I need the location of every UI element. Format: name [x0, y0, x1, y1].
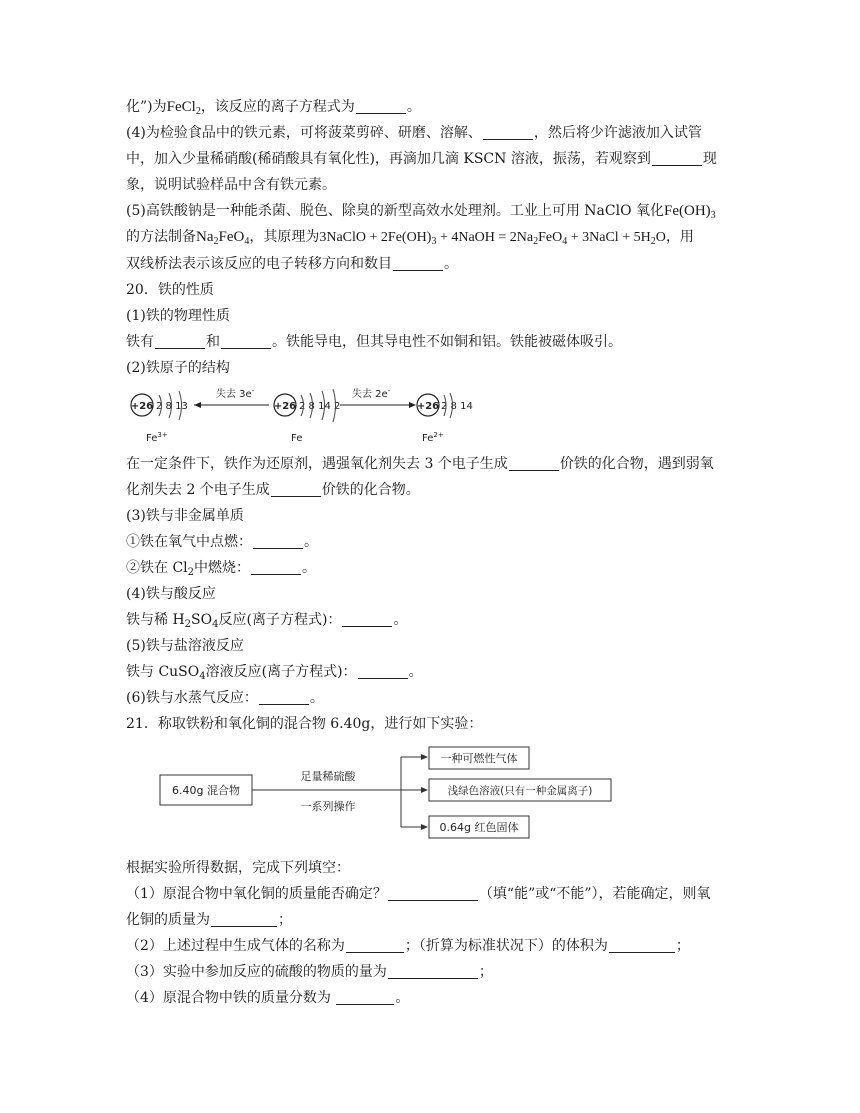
experiment-flowchart — [156, 747, 656, 851]
formula-feoh3: $Fe(OH)_3$ — [664, 203, 716, 221]
answer-blank[interactable] — [356, 99, 406, 114]
formula-fecl2: FeCl$_2$ — [166, 99, 201, 117]
answer-blank[interactable] — [483, 125, 533, 140]
q20-s1-title: (1)铁的物理性质 — [126, 308, 230, 324]
nucleus-charge: +26 — [130, 401, 154, 412]
answer-blank[interactable] — [346, 938, 404, 953]
q19-p4-line3: 象，说明试验样品中含有铁元素。 — [126, 177, 336, 193]
q21-p1-line1: （1）原混合物中氧化铜的质量能否确定？ （填“能”或“不能”），若能确定，则氧 — [126, 886, 711, 902]
q20-s3-2: ②铁在 $Cl_2$中燃烧： 。 — [126, 560, 317, 578]
start-label: 6.40g 混合物 — [172, 784, 240, 797]
answer-blank[interactable] — [342, 612, 392, 627]
answer-blank[interactable] — [221, 334, 271, 349]
q21-p1-line2: 化铜的质量为 ； — [126, 912, 292, 928]
q21-title: 21．称取铁粉和氧化铜的混合物 6.40g，进行如下实验： — [126, 716, 483, 732]
svg-text:浅绿色溶液(只有一种金属离子): 浅绿色溶液(只有一种金属离子) — [447, 785, 593, 797]
q19-p5-line2: 的方法制备$Na_2FeO_4$，其原理为3NaClO + $2Fe(OH)_3$ + 4NaOH = $2Na_2FeO_4$ + 3NaCl + $5H_2O$，用 — [126, 229, 694, 247]
q21-intro: 根据实验所得数据，完成下列填空： — [126, 860, 350, 876]
answer-blank[interactable] — [509, 456, 559, 471]
arrow-head — [409, 402, 416, 408]
reagent-label: 足量稀硫酸 — [300, 770, 356, 783]
q20-s3-title: (3)铁与非金属单质 — [126, 508, 244, 524]
atomic-structure-diagram — [126, 383, 473, 449]
q19-p5-line1: (5)高铁酸钠是一种能杀菌、脱色、除臭的新型高效水处理剂。工业上可用 NaClO 氧化$Fe(OH)_3$ — [126, 203, 716, 221]
answer-blank[interactable] — [358, 664, 408, 679]
q20-s4-line: 铁与稀 $H_2SO_4$反应(离子方程式)： 。 — [126, 612, 408, 630]
answer-blank[interactable] — [211, 912, 277, 927]
q21-p3-line: （3）实验中参加反应的硫酸的物质的量为 ； — [126, 964, 493, 980]
q19-p5-line3: 双线桥法表示该反应的电子转移方向和数目 。 — [126, 256, 458, 272]
q19-cont-line: 化”)为FeCl$_2$，该反应的离子方程式为 。 — [126, 99, 421, 117]
shells-fe3: 2 8 13 — [156, 401, 188, 412]
q20-s2-line1: 在一定条件下，铁作为还原剂，遇强氧化剂失去 3 个电子生成 价铁的化合物，遇到弱氧 — [126, 456, 714, 472]
answer-blank[interactable] — [253, 534, 303, 549]
q19-p4-line1: (4)为检验食品中的铁元素，可将菠菜剪碎、研磨、溶解、 ，然后将少许滤液加入试管 — [126, 125, 702, 141]
q21-p2-line: （2）上述过程中生成气体的名称为 ；（折算为标准状况下）的体积为 ； — [126, 938, 690, 954]
answer-blank[interactable] — [271, 482, 321, 497]
reaction-equation: 3NaClO + $2Fe(OH)_3$ + 4NaOH = $2Na_2FeO_4$ + 3NaCl + $5H_2O$ — [319, 230, 666, 247]
lose2-label: 失去 2e- — [352, 387, 391, 400]
q20-s6-line: (6)铁与水蒸气反应： 。 — [126, 690, 324, 706]
arrow-head — [194, 402, 201, 408]
q20-s2-title: (2)铁原子的结构 — [126, 360, 230, 376]
answer-blank[interactable] — [259, 690, 309, 705]
operation-label: 一系列操作 — [300, 800, 356, 813]
answer-blank[interactable] — [388, 886, 478, 901]
q19-p4-line2: 中，加入少量稀硝酸(稀硝酸具有氧化性)，再滴加几滴 KSCN 溶液，振荡，若观察到 现 — [126, 151, 717, 167]
answer-blank[interactable] — [155, 334, 205, 349]
q20-s2-line2: 化剂失去 2 个电子生成 价铁的化合物。 — [126, 482, 420, 498]
label-fe: Fe — [291, 433, 303, 444]
q20-s5-line: 铁与 CuSO$_4$溶液反应(离子方程式)： 。 — [126, 664, 423, 682]
q21-p4-line: （4）原混合物中铁的质量分数为 。 — [126, 990, 410, 1006]
q20-title: 20．铁的性质 — [126, 282, 214, 298]
answer-blank[interactable] — [251, 560, 301, 575]
shells-fe2: 2 8 14 — [441, 401, 473, 412]
answer-blank[interactable] — [609, 938, 675, 953]
svg-text:+26: +26 — [273, 401, 297, 412]
svg-text:0.64g 红色固体: 0.64g 红色固体 — [439, 821, 519, 834]
formula-na2feo4: $Na_2FeO_4$ — [196, 229, 250, 247]
q19-cont-a: 化”)为 — [126, 99, 167, 115]
label-fe3: $Fe^{3+}$ — [146, 431, 168, 444]
svg-text:一种可燃性气体: 一种可燃性气体 — [440, 752, 518, 765]
answer-blank[interactable] — [393, 256, 443, 271]
answer-blank[interactable] — [336, 990, 394, 1005]
answer-blank[interactable] — [388, 964, 478, 979]
label-fe2: $Fe^{2+}$ — [422, 431, 444, 444]
q20-s1-line: 铁有 和 。铁能导电，但其导电性不如铜和铝。铁能被磁体吸引。 — [126, 334, 622, 350]
q20-s3-1: ①铁在氧气中点燃： 。 — [126, 534, 318, 550]
answer-blank[interactable] — [652, 151, 702, 166]
shells-fe: 2 8 14 2 — [299, 401, 341, 412]
lose3-label: 失去 3e- — [216, 387, 255, 400]
q20-s5-title: (5)铁与盐溶液反应 — [126, 638, 244, 654]
worksheet-page — [126, 94, 736, 1011]
q19-cont-b: ，该反应的离子方程式为 — [200, 99, 355, 115]
svg-text:+26: +26 — [416, 401, 440, 412]
q20-s4-title: (4)铁与酸反应 — [126, 586, 216, 602]
